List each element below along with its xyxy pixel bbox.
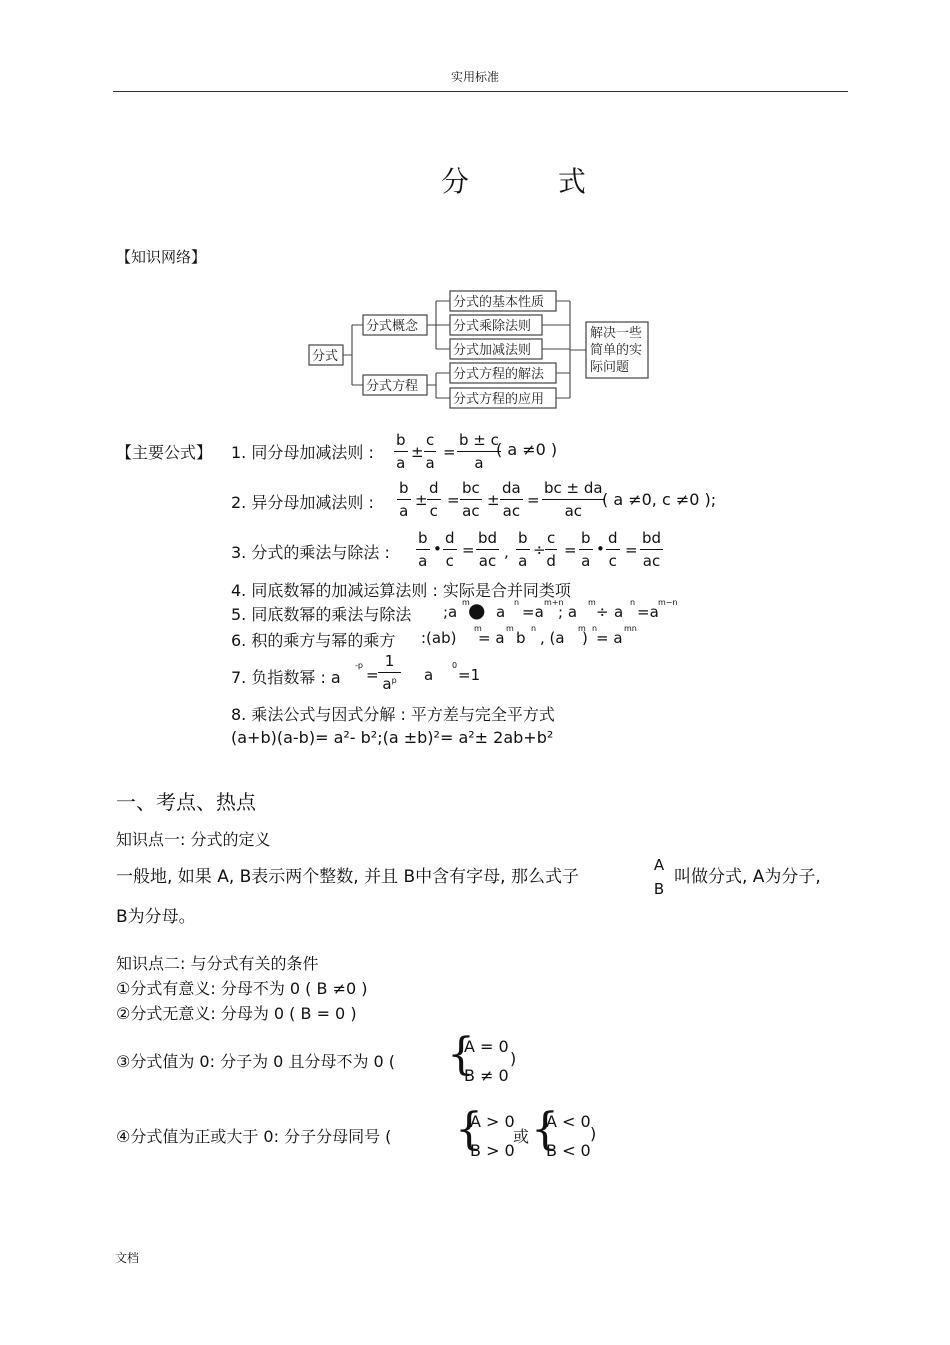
formula-1-condition: ( a ≠0 ) [496,440,558,459]
math-operator: ÷ [596,603,609,621]
formula-1-label: 1. 同分母加减法则 : [231,443,374,462]
condition-4b-top: A < 0 [546,1112,591,1131]
math-expression: ;a [443,603,458,621]
point-1-text-end: B为分母。 [116,907,196,927]
exponent: m [506,624,514,633]
math-expression: = a [478,629,505,647]
formula-2-label: 2. 异分母加减法则 : [231,493,374,512]
item-label-2: 分式乘除法则 [453,319,532,334]
math-operator: • [433,540,442,558]
math-operator: = [625,541,638,559]
fraction: $\frac{c}{a}$ [425,431,435,472]
exponent: mn [624,624,637,633]
fraction: $\frac{b}{a}$ [418,529,428,570]
math-expression: b [516,629,526,647]
exponent: 0 [452,661,458,670]
left-brace-icon: { [531,1104,559,1155]
fraction: $\frac{b}{a}$ [581,529,591,570]
math-expression: =a [522,603,544,621]
fraction: $\frac{b}{a}$ [518,529,528,570]
fraction: $\frac{da}{ac}$ [502,479,521,520]
formula-5-label: 5. 同底数幂的乘法与除法 [231,605,412,624]
exponent: n [514,598,520,607]
math-operator: = [564,541,577,559]
condition-4a-top: A > 0 [470,1112,515,1131]
condition-4a-bottom: B > 0 [470,1141,515,1160]
item-label-4: 分式方程的解法 [453,367,545,382]
or-word: 或 [513,1127,530,1146]
page-title: 分 式 [441,165,626,198]
formula-3-label: 3. 分式的乘法与除法 : [231,543,390,562]
close-paren: ) [590,1124,597,1143]
formula-6-label: 6. 积的乘方与幂的乘方 [231,631,396,650]
item-label-5: 分式方程的应用 [453,392,545,407]
left-brace-icon: { [455,1104,483,1155]
formula-2-condition: ( a ≠0, c ≠0 ); [602,490,717,509]
result-line-2: 简单的实 [590,343,643,358]
math-expression: a [496,603,506,621]
network-label: 【知识网络】 [116,248,207,266]
condition-2: ②分式无意义: 分母为 0 ( B = 0 ) [116,1004,357,1023]
item-label-3: 分式加减法则 [453,343,532,358]
fraction: $\frac{bd}{ac}$ [642,529,662,570]
math-expression: , (a [540,629,565,647]
condition-4b-bottom: B < 0 [546,1141,591,1160]
math-expression: = a [596,629,623,647]
condition-4: ④分式值为正或大于 0: 分子分母同号 ( [116,1127,392,1146]
point-2-title: 知识点二: 与分式有关的条件 [116,954,319,973]
dot-operator-icon: ● [468,598,486,622]
formula-8-label: 8. 乘法公式与因式分解 : 平方差与完全平方式 [231,705,555,724]
point-1-title: 知识点一: 分式的定义 [116,830,271,849]
fraction: $\frac{b}{a}$ [399,479,409,520]
result-line-1: 解决一些 [590,326,643,341]
formula-7-label: 7. 负指数幂 : a [231,668,341,687]
fraction: $\frac{b}{a}$ [396,431,406,472]
exponent: m [578,624,586,633]
exponent: n [531,624,537,633]
fraction: $\frac{d}{c}$ [429,479,439,520]
math-expression: =1 [458,666,481,684]
math-operator: • [596,540,605,558]
result-line-3: 际问题 [590,360,630,375]
condition-3-top: A = 0 [464,1037,509,1056]
math-operator: ± [415,491,428,509]
math-operator: ± [411,443,424,461]
item-label-1: 分式的基本性质 [453,295,545,310]
math-operator: = [366,666,379,684]
math-expression: =a [637,603,659,621]
knowledge-network-diagram [300,283,660,413]
fraction-denominator: B [653,880,665,898]
exponent: m [588,598,596,607]
math-operator: = [443,443,456,461]
formula-8-expression: (a+b)(a-b)= a²- b²;(a ±b)²= a²± 2ab+b² [231,728,554,747]
left-brace-icon: { [447,1029,475,1080]
fraction: $\frac{d}{c}$ [445,529,455,570]
math-operator: , [504,543,509,561]
math-expression: :(ab) [421,629,457,647]
fraction: $\frac{bc \pm da}{ac}$ [544,479,603,520]
exponent: m [462,598,470,607]
math-expression: a [614,603,624,621]
math-operator: = [527,491,540,509]
math-expression: ) [582,629,588,647]
condition-3: ③分式值为 0: 分子为 0 且分母不为 0 ( [116,1052,396,1071]
fraction: $\frac{c}{d}$ [546,529,556,570]
condition-3-bottom: B ≠ 0 [464,1066,509,1085]
page-header: 实用标准 [450,70,499,84]
math-expression: ; a [558,603,578,621]
equation-label: 分式方程 [366,379,419,394]
fraction: $\frac{b \pm c}{a}$ [459,431,499,472]
fraction: $\frac{bd}{ac}$ [478,529,498,570]
page-footer: 文档 [115,1251,140,1265]
header-divider [113,91,848,92]
point-1-text: 一般地, 如果 A, B表示两个整数, 并且 B中含有字母, 那么式子 [116,867,579,887]
math-operator: = [447,491,460,509]
root-label: 分式 [312,349,339,364]
math-operator: ± [487,491,500,509]
exponent: m−n [658,598,678,607]
definition-fraction [652,853,666,901]
fraction: $\frac{1}{a^p}$ [380,652,400,693]
exponent: n [592,624,598,633]
exponent: m+n [544,598,564,607]
exponent: n [630,598,636,607]
exponent: -p [355,661,363,670]
point-1-text-continued: 叫做分式, A为分子, [674,867,821,887]
fraction-numerator: A [653,856,665,874]
math-expression: a [424,666,434,684]
formula-4: 4. 同底数幂的加减运算法则 : 实际是合并同类项 [231,581,571,600]
math-operator: = [462,541,475,559]
concept-label: 分式概念 [366,319,419,334]
fraction: $\frac{d}{c}$ [608,529,618,570]
formulas-label: 【主要公式】 [116,443,213,462]
fraction: $\frac{bc}{ac}$ [462,479,480,520]
exponent: m [474,624,482,633]
close-paren: ) [510,1049,517,1068]
math-operator: ÷ [533,541,546,559]
condition-1: ①分式有意义: 分母不为 0 ( B ≠0 ) [116,979,368,998]
section-heading: 一、考点、热点 [116,790,256,814]
